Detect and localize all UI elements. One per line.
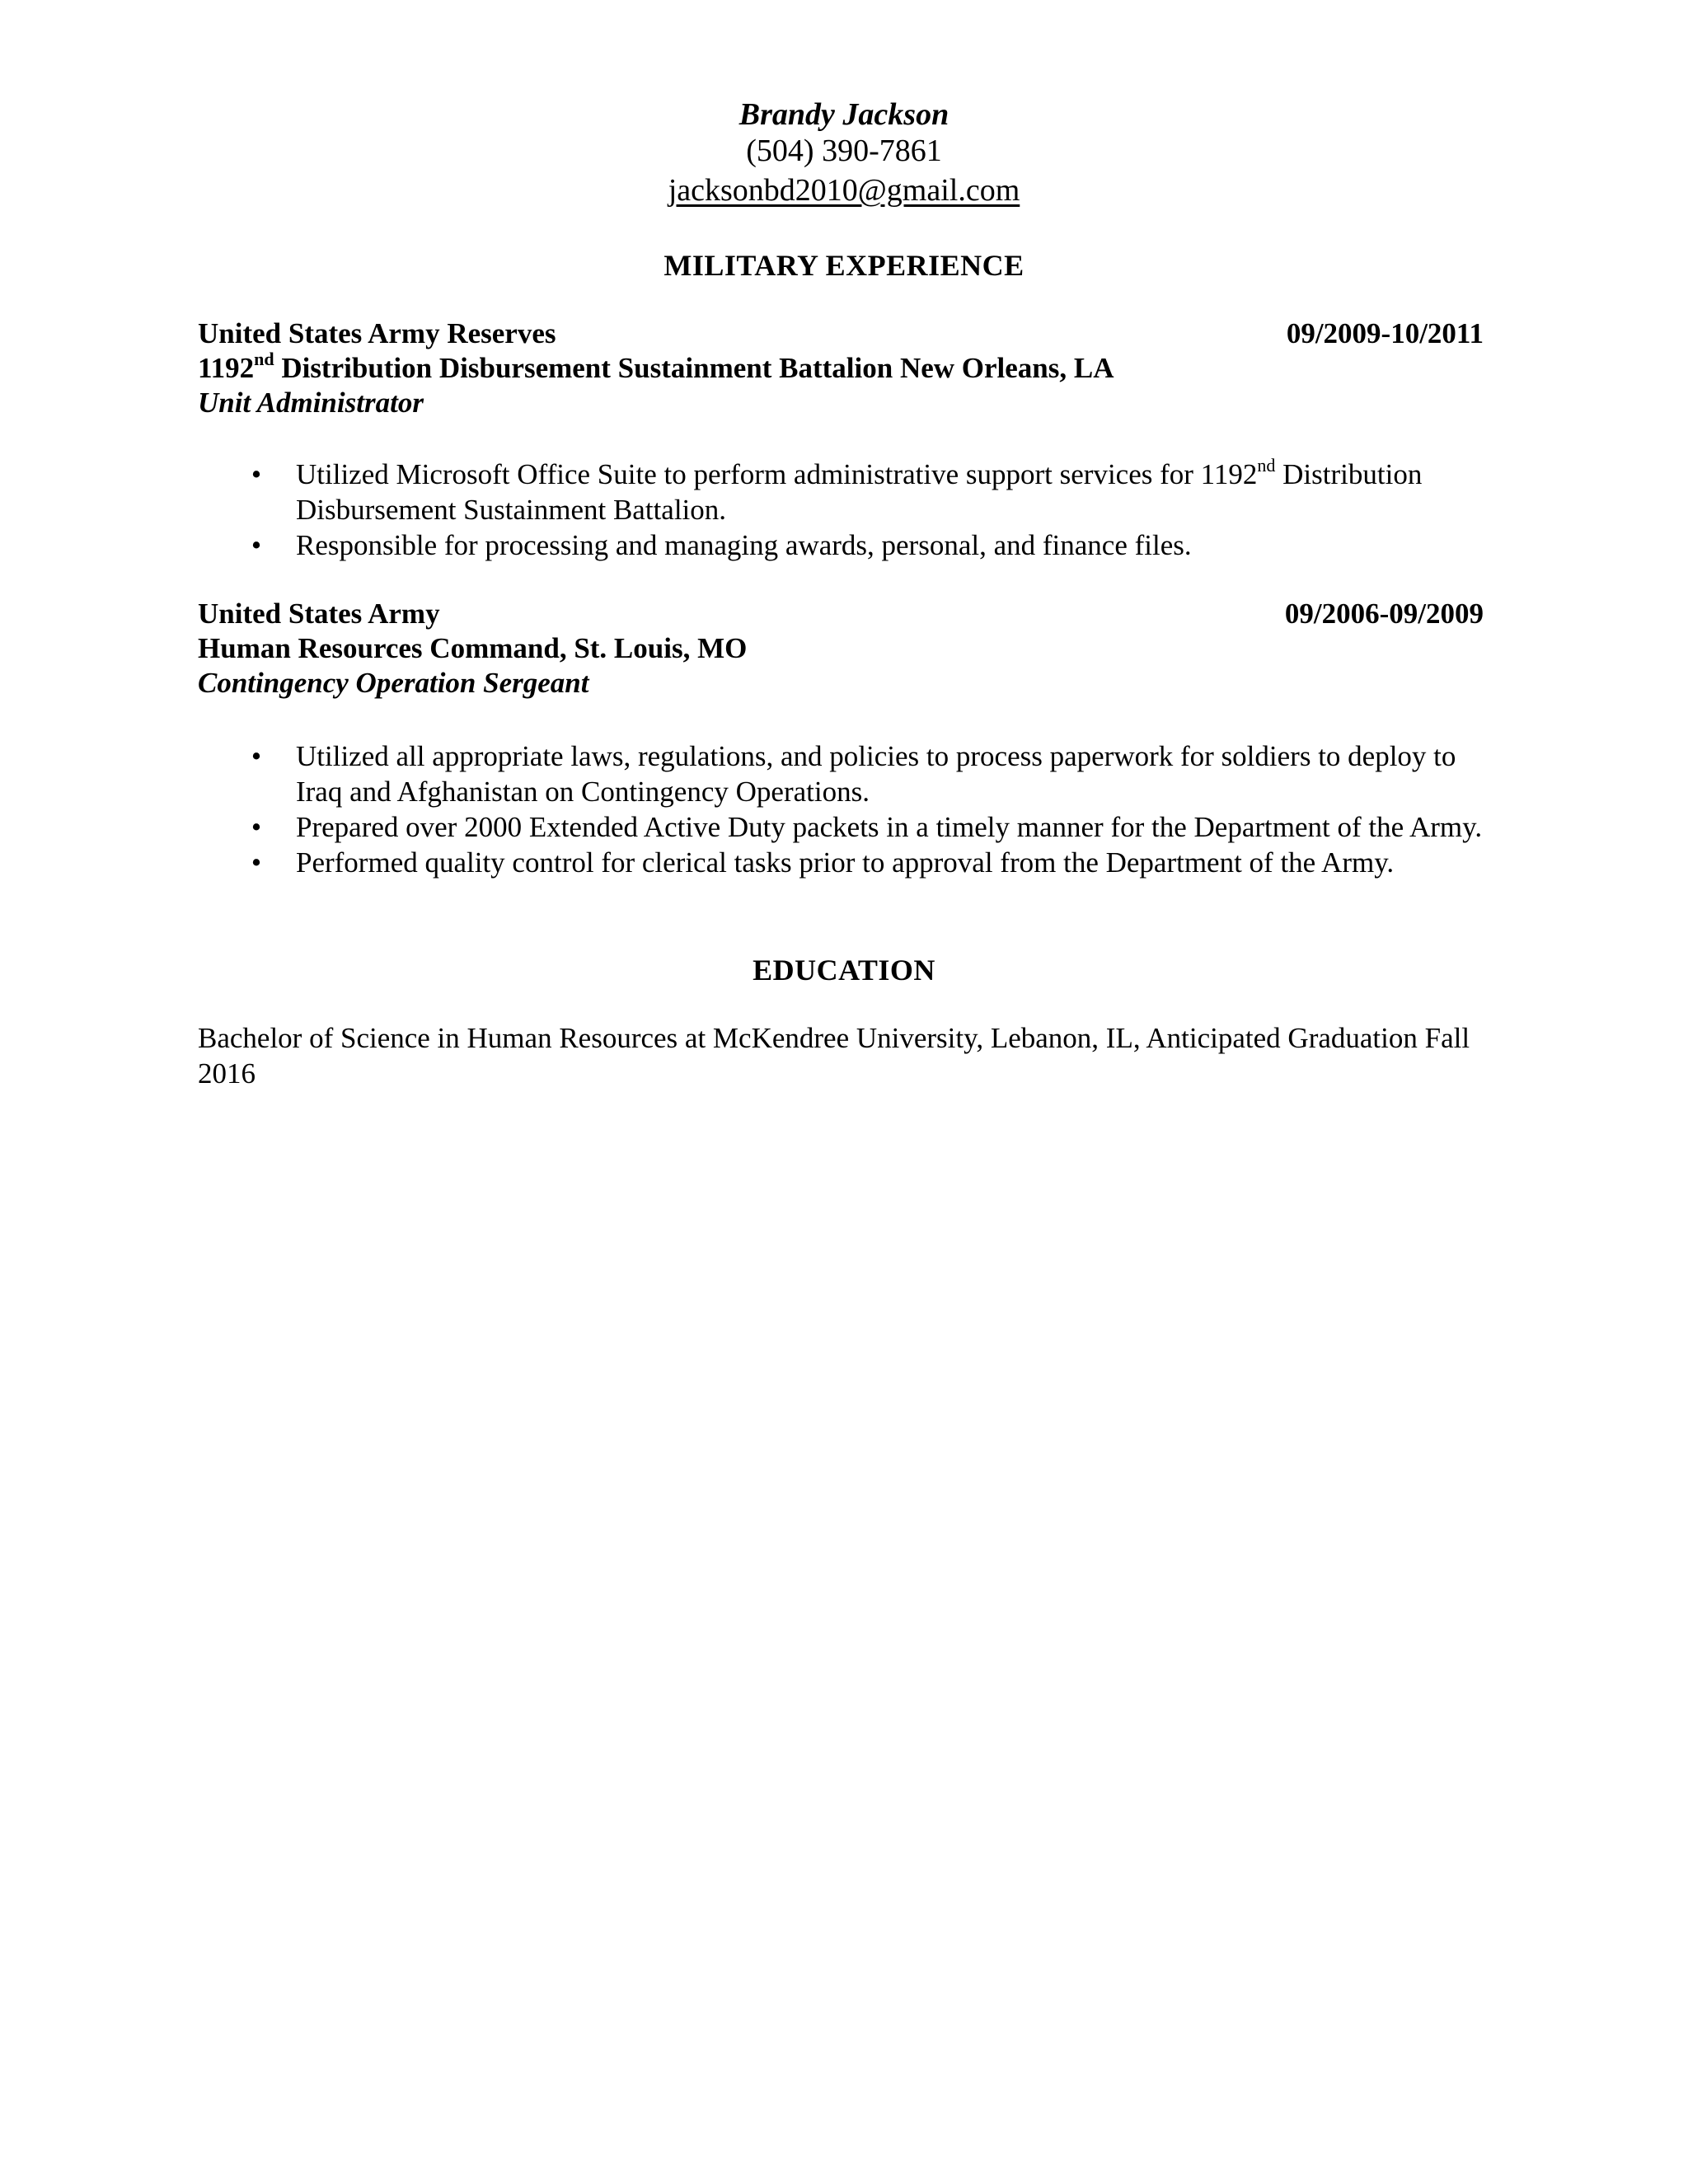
organization-name: United States Army xyxy=(198,598,440,630)
job-title-row xyxy=(198,666,1484,701)
ordinal-suffix: nd xyxy=(1257,455,1276,476)
job-title: Contingency Operation Sergeant xyxy=(198,667,589,699)
bullet-text: Responsible for processing and managing awards, personal, and finance files. xyxy=(296,529,1192,561)
education-entry: Bachelor of Science in Human Resources at McKendree University, Lebanon, IL, Anticipated Graduation Fall 2016 xyxy=(198,1022,1470,1090)
bullet-icon: • xyxy=(251,529,262,561)
candidate-name: Brandy Jackson xyxy=(738,97,950,132)
bullet-text-part: Distribution Disbursement Sustainment Battalion. xyxy=(296,458,1423,526)
bullet-icon: • xyxy=(251,458,262,490)
email-container xyxy=(0,171,1688,209)
list-item xyxy=(198,809,1484,845)
bullet-icon: • xyxy=(251,846,262,879)
bullet-text: Prepared over 2000 Extended Active Duty packets in a timely manner for the Department of the Army. xyxy=(296,811,1483,843)
list-item xyxy=(198,738,1484,809)
bullet-text: Utilized all appropriate laws, regulations, and policies to process paperwork for soldiers to deploy to Iraq and Afghanistan on Contingency Operations. xyxy=(296,740,1456,808)
date-range: 09/2006-09/2009 xyxy=(1284,598,1484,630)
experience-entry-army xyxy=(198,597,1484,701)
email-link[interactable]: jacksonbd2010@gmail.com xyxy=(668,173,1020,208)
experience-entry-army-reserves xyxy=(198,316,1484,420)
unit-description: Distribution Disbursement Sustainment Battalion New Orleans, LA xyxy=(274,352,1114,384)
entry-header-row xyxy=(198,316,1484,351)
military-experience-heading: MILITARY EXPERIENCE xyxy=(663,249,1025,282)
list-item xyxy=(198,527,1484,563)
job-title: Unit Administrator xyxy=(198,387,424,419)
entry-1-bullet-list xyxy=(198,457,1484,563)
organization-name: United States Army Reserves xyxy=(198,317,556,349)
education-heading: EDUCATION xyxy=(753,954,935,987)
unit-number: 1192 xyxy=(198,352,255,384)
bullet-text-part: Utilized Microsoft Office Suite to perform administrative support services for 1192 xyxy=(296,458,1258,490)
entry-2-bullet-list xyxy=(198,738,1484,880)
list-item xyxy=(198,845,1484,880)
location-row xyxy=(198,631,1484,666)
unit-row xyxy=(198,351,1484,386)
bullet-icon: • xyxy=(251,811,262,843)
bullet-text: Performed quality control for clerical tasks prior to approval from the Department of the Army. xyxy=(296,846,1395,879)
location: Human Resources Command, St. Louis, MO xyxy=(198,632,748,664)
phone-number: (504) 390-7861 xyxy=(746,134,942,168)
ordinal-suffix: nd xyxy=(254,349,274,370)
unit-name xyxy=(198,351,1114,386)
date-range: 09/2009-10/2011 xyxy=(1286,317,1484,349)
list-item xyxy=(198,457,1484,527)
job-title-row xyxy=(198,386,1484,420)
entry-header-row xyxy=(198,597,1484,631)
bullet-icon: • xyxy=(251,740,262,772)
